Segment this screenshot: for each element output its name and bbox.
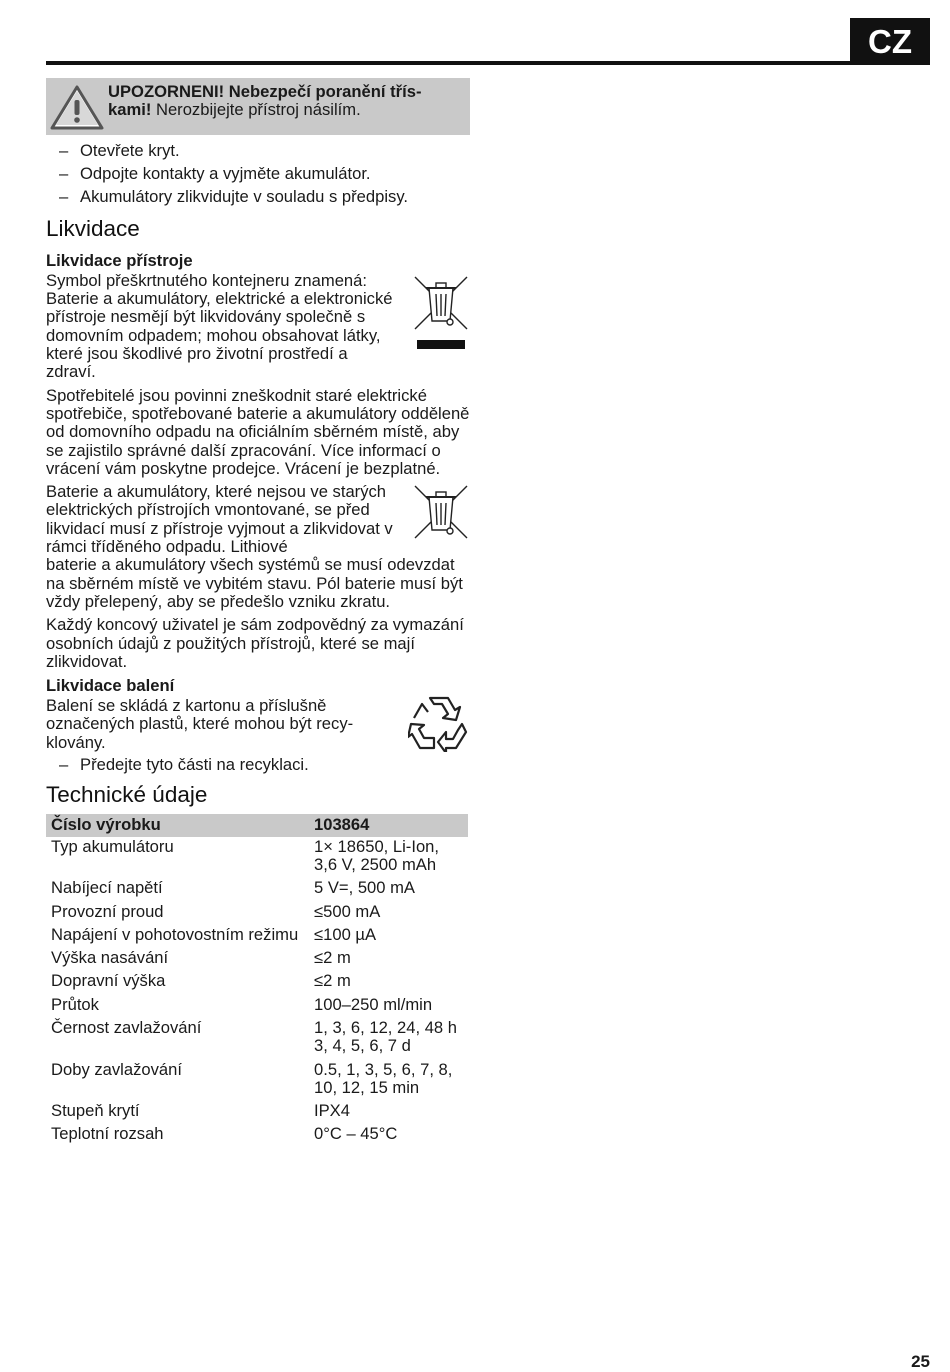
table-cell-key: Výška nasávání <box>51 948 169 968</box>
table-cell-value: 0°C – 45°C <box>314 1124 398 1144</box>
packaging-block <box>46 697 470 752</box>
table-row <box>46 971 468 994</box>
warning-bold-line1: UPOZORNENI! Nebezpečí poranění třís- <box>108 82 422 101</box>
table-row <box>46 925 468 948</box>
table-cell-key: Provozní proud <box>51 901 164 921</box>
paragraph-batteries-rest: baterie a akumulátory všech systémů se musí odevzdat na sběrném místě ve vybitém stavu. Pól baterie musí být vždy přelepený, aby se předešlo vzniku zkratu. <box>46 555 463 611</box>
table-cell-value: ≤2 m <box>314 948 351 968</box>
language-tab: CZ <box>850 18 930 65</box>
table-cell-value: 100–250 ml/min <box>314 994 433 1014</box>
table-row <box>46 1018 468 1060</box>
table-cell-value: 1, 3, 6, 12, 24, 48 h 3, 4, 5, 6, 7 d <box>314 1017 457 1056</box>
subsection-title-device: Likvidace přístroje <box>46 250 193 270</box>
bin-paragraph-block-2 <box>46 483 470 556</box>
section-title-disposal: Likvidace <box>46 215 140 241</box>
page-number: 25 <box>911 1352 930 1371</box>
table-cell-value: ≤500 mA <box>314 901 381 921</box>
table-cell-key: Číslo výrobku <box>46 814 309 836</box>
table-cell-value: 1× 18650, Li-Ion, 3,6 V, 2500 mAh <box>314 836 440 874</box>
table-row <box>46 1060 468 1102</box>
crossed-bin-icon <box>412 274 470 352</box>
table-row <box>46 902 468 925</box>
recycle-icon <box>408 692 470 752</box>
header-rule <box>46 61 850 65</box>
table-cell-value: ≤100 µA <box>314 924 377 944</box>
paragraph-symbol: Symbol přeškrtnutého kontejneru znamená: Baterie a akumulátory, elektrické a elektronické přístroje nesmějí být likvidovány společně s domovním odpadem; mohou obsahovat látky, které jsou škodlivé pro životní prostředí a zdraví. <box>46 270 393 382</box>
table-row <box>46 1124 468 1147</box>
warning-message: Nerozbijejte přístroj násilím. <box>151 100 361 120</box>
subsection-title-packaging: Likvidace balení <box>46 676 175 696</box>
table-cell-value: 0.5, 1, 3, 5, 6, 7, 8, 10, 12, 15 min <box>314 1059 453 1097</box>
table-row <box>46 1101 468 1124</box>
list-item: – Předejte tyto části na recyklaci. <box>46 756 470 774</box>
table-row <box>46 878 468 901</box>
paragraph-batteries-start: Baterie a akumulátory, které nejsou ve starých elektrických přístrojích vmontované, se před likvidací musí z přístroje vyjmout a zlikvidovat v rámci tříděného odpadu. Lithiové <box>46 482 393 557</box>
table-cell-value: ≤2 m <box>314 971 351 991</box>
table-row <box>46 837 468 879</box>
table-cell-key: Stupeň krytí <box>51 1101 140 1121</box>
warning-box <box>46 78 470 135</box>
warning-triangle-icon <box>46 78 108 135</box>
table-cell-key: Dopravní výška <box>51 971 166 991</box>
section-title-tech: Technické údaje <box>46 782 208 808</box>
list-item: – Akumulátory zlikvidujte v souladu s předpisy. <box>46 188 470 206</box>
list-item: – Odpojte kontakty a vyjměte akumulátor. <box>46 165 470 183</box>
warning-bold-line2: kami! <box>108 100 152 120</box>
table-header-row <box>46 814 468 836</box>
crossed-bin-icon <box>412 483 470 541</box>
table-row <box>46 995 468 1018</box>
table-cell-key: Nabíjecí napětí <box>51 878 163 898</box>
table-cell-value: IPX4 <box>314 1101 350 1121</box>
paragraph-packaging: Balení se skládá z kartonu a příslušně označených plastů, které mohou být recyklovány. <box>46 696 354 752</box>
table-cell-key: Typ akumulátoru <box>51 836 174 856</box>
warning-text <box>108 78 431 120</box>
main-column <box>46 78 470 1148</box>
paragraph-user-data: Každý koncový uživatel je sám zodpovědný za vymazání osobních údajů z použitých přístrojů, které se mají zlikvidovat. <box>46 615 464 671</box>
list-item: – Otevřete kryt. <box>46 142 470 160</box>
bin-paragraph-block <box>46 272 470 382</box>
table-cell-key: Napájení v pohotovostním režimu <box>51 924 299 944</box>
table-cell-value: 5 V=, 500 mA <box>314 878 416 898</box>
packaging-list <box>46 756 470 774</box>
table-row <box>46 948 468 971</box>
paragraph-consumers: Spotřebitelé jsou povinni zneškodnit staré elektrické spotřebiče, spotřebované baterie a akumulátory odděleně od domovního odpadu na oficiálním sběrném místě, aby se zajistilo správné další zpracování. Více informací o vrácení vám poskytne prodejce. Vrácení je bezplatné. <box>46 385 470 478</box>
table-cell-key: Teplotní rozsah <box>51 1124 164 1144</box>
table-cell-key: Černost zavlažování <box>51 1017 202 1037</box>
table-cell-key: Doby zavlažování <box>51 1059 182 1079</box>
table-cell-key: Průtok <box>51 994 99 1014</box>
steps-list <box>46 142 470 206</box>
tech-spec-table <box>46 814 468 1147</box>
table-cell-value: 103864 <box>309 814 468 836</box>
